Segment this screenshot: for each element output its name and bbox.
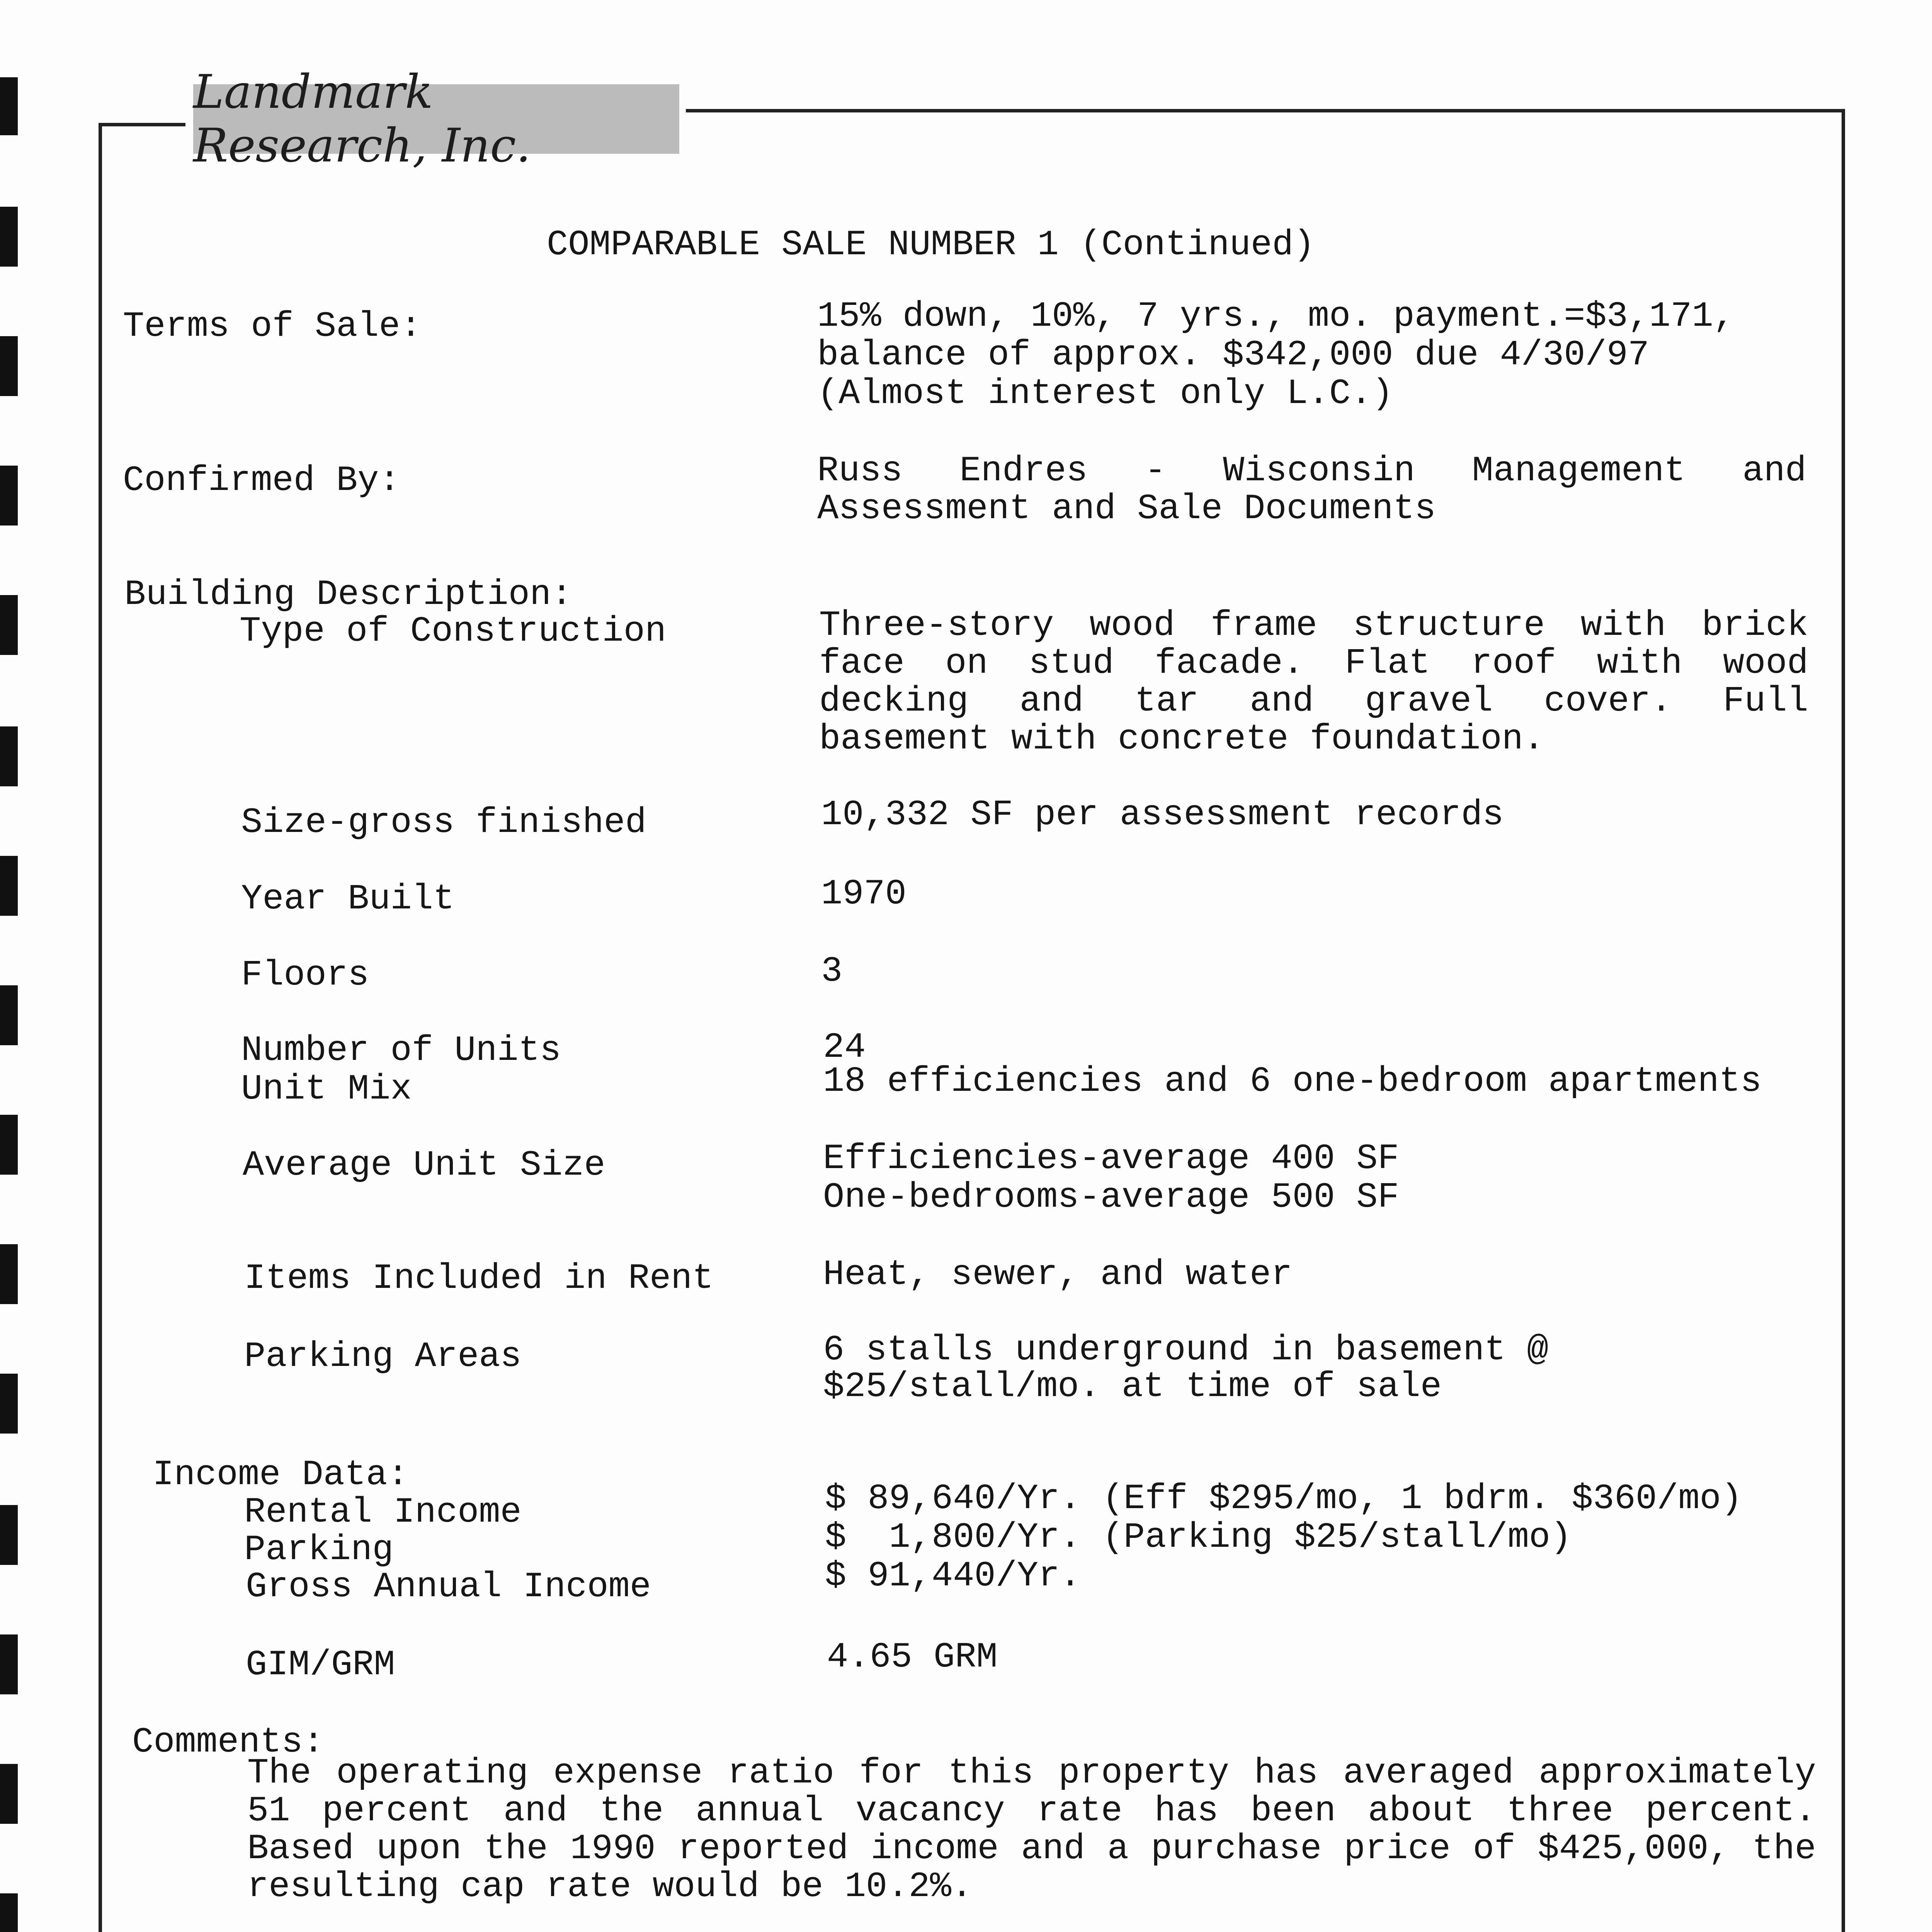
avg-size-label: Average Unit Size [243,1145,605,1185]
parking-areas-line: $25/stall/mo. at time of sale [823,1366,1442,1407]
construction-text: Three-story wood frame structure with brick face on stud facade. Flat roof with wood decking and tar and gravel cover. Full basement with concrete foundation. [819,605,1808,759]
binder-mark [0,207,18,267]
confirmed-text: Russ Endres - Wisconsin Management and Assessment and Sale Documents [817,451,1806,529]
rent-items-label: Items Included in Rent [244,1258,714,1299]
mix-value: 18 efficiencies and 6 one-bedroom apartments [823,1061,1762,1102]
comments-heading: Comments: [132,1722,324,1762]
size-label: Size-gross finished [241,802,646,843]
floors-label: Floors [241,955,369,995]
year-label: Year Built [241,879,455,919]
size-value: 10,332 SF per assessment records [821,794,1504,835]
binder-mark [0,466,18,526]
frame-border [686,109,1845,112]
parking-areas-label: Parking Areas [244,1336,522,1377]
terms-line: (Almost interest only L.C.) [817,373,1393,414]
units-value: 24 [823,1027,866,1068]
confirmed-label: Confirmed By: [123,460,400,501]
rental-income-label: Rental Income [244,1492,522,1532]
binder-mark [0,726,18,786]
terms-label: Terms of Sale: [123,306,422,347]
binder-mark [0,336,18,396]
year-value: 1970 [821,874,906,914]
building-heading: Building Description: [124,574,573,615]
gross-income-label: Gross Annual Income [246,1566,651,1607]
frame-border [1842,109,1845,1932]
avg-size-line: Efficiencies-average 400 SF [823,1138,1399,1179]
gim-value: 4.65 GRM [827,1637,998,1677]
construction-label: Type of Construction [240,611,667,651]
binder-mark [0,595,18,655]
gim-label: GIM/GRM [246,1645,395,1685]
page-title: COMPARABLE SALE NUMBER 1 (Continued) [547,224,1315,265]
rent-items-value: Heat, sewer, and water [823,1254,1293,1295]
binder-mark [0,1505,18,1565]
mix-label: Unit Mix [241,1069,412,1109]
rental-income-value: $ 89,640/Yr. (Eff $295/mo, 1 bdrm. $360/mo) [825,1478,1742,1519]
frame-border [99,123,102,1932]
comments-paragraph: The operating expense ratio for this property has averaged approximately 51 percent and the annual vacancy rate has been about three percent. Based upon the 1990 reported income and a purchase price of $425,000, the resulting cap rate would be 10.2%. [247,1753,1816,1907]
units-label: Number of Units [241,1030,561,1071]
company-logo [193,65,679,173]
binder-mark [0,1634,18,1694]
parking-income-value: $ 1,800/Yr. (Parking $25/stall/mo) [825,1517,1572,1558]
binder-mark [0,1764,18,1824]
binder-mark [0,1893,18,1932]
binder-mark [0,856,18,916]
binder-mark [0,77,18,135]
terms-line: 15% down, 10%, 7 yrs., mo. payment.=$3,171, [817,296,1735,337]
binder-mark [0,1374,18,1434]
logo-text: Landmark Research, Inc. [193,65,531,173]
avg-size-line: One-bedrooms-average 500 SF [823,1177,1399,1218]
frame-border [99,123,185,126]
floors-value: 3 [821,951,843,992]
income-heading: Income Data: [153,1454,409,1495]
parking-areas-line: 6 stalls underground in basement @ [823,1330,1549,1370]
binder-mark [0,985,18,1045]
terms-line: balance of approx. $342,000 due 4/30/97 [817,335,1650,375]
parking-income-label: Parking [244,1529,394,1570]
binder-mark [0,1115,18,1175]
gross-income-value: $ 91,440/Yr. [825,1556,1081,1596]
binder-mark [0,1244,18,1304]
